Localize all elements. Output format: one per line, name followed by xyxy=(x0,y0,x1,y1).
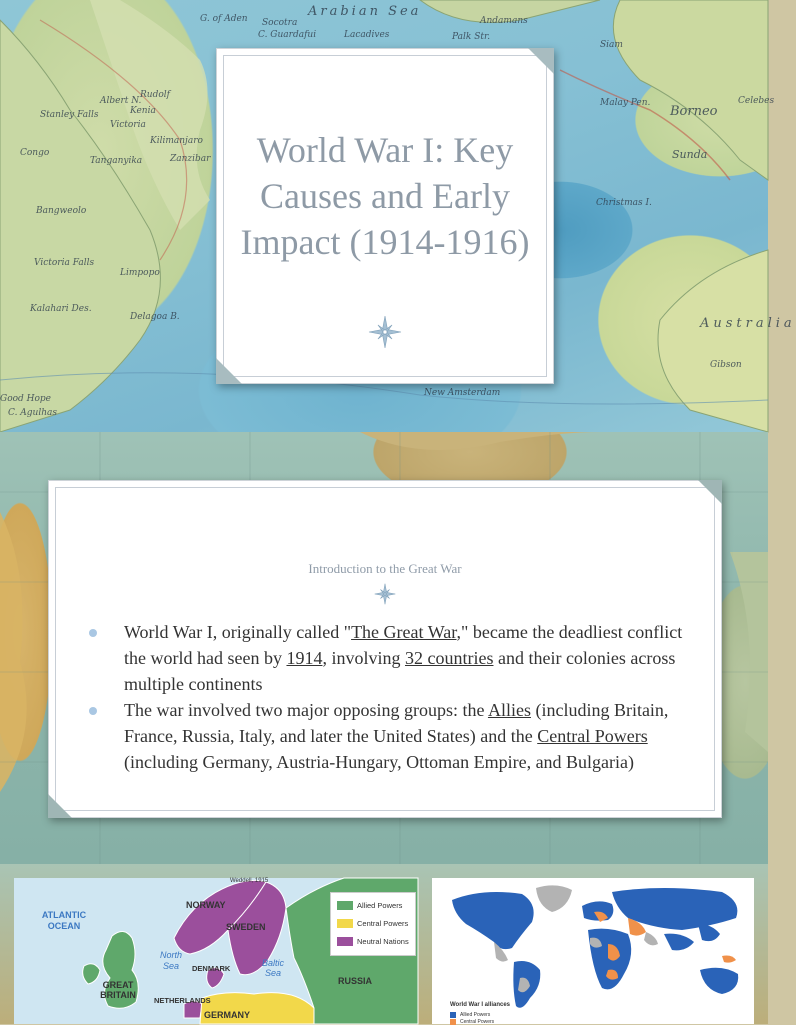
map-label: Borneo xyxy=(670,104,718,119)
map-label: Baltic Sea xyxy=(261,958,284,978)
link-allies[interactable]: Allies xyxy=(487,700,531,720)
slide-title: World War I: Key Causes and Early Impact (1914-1916) xyxy=(240,130,530,262)
map-label: GERMANY xyxy=(204,1010,251,1020)
map-label: DENMARK xyxy=(192,964,231,973)
map-label: G. of Aden xyxy=(200,14,248,24)
legend-label: Allied Powers xyxy=(460,1012,491,1018)
map-label: New Amsterdam xyxy=(424,388,501,398)
compass-star-icon xyxy=(368,315,402,349)
legend-item xyxy=(337,899,402,911)
world-alliance-map xyxy=(432,878,754,1024)
page-curl xyxy=(216,358,242,384)
map-label: Gibson xyxy=(710,360,742,370)
map-label: Limpopo xyxy=(120,268,160,278)
map-label: Malay Pen. xyxy=(600,98,651,108)
map-label: Arabian Sea xyxy=(308,4,422,19)
legend-item xyxy=(450,1012,490,1018)
bullet-dot xyxy=(89,707,97,715)
map-label: Palk Str. xyxy=(452,32,491,42)
bullet-list xyxy=(87,619,687,775)
legend-item xyxy=(450,1019,494,1025)
map-label: Christmas I. xyxy=(596,198,652,208)
map-label: Kalahari Des. xyxy=(30,304,92,314)
bullet-text-part: and their colonies across multiple continents xyxy=(124,648,676,694)
title-card xyxy=(216,48,554,384)
legend-item xyxy=(337,935,409,947)
compass-star-icon xyxy=(374,583,396,605)
page-curl xyxy=(528,48,554,74)
map-label: NETHERLANDS xyxy=(154,996,211,1005)
map-label: Victoria Falls xyxy=(34,258,95,268)
map-label: Weddell, 1915 xyxy=(230,878,269,884)
map-label: SWEDEN xyxy=(226,922,266,932)
map-label: Stanley Falls xyxy=(40,110,99,120)
bullet-text-part: , involving xyxy=(322,648,405,668)
bullet-text-part: (including Germany, Austria-Hungary, Ottoman Empire, and Bulgaria) xyxy=(124,752,635,772)
alliances-slide xyxy=(0,864,768,1024)
legend-swatch xyxy=(337,937,353,946)
bullet-item xyxy=(87,619,687,697)
legend-item xyxy=(337,917,408,929)
map-label: Good Hope xyxy=(0,394,52,404)
page-curl xyxy=(48,794,72,818)
legend-swatch xyxy=(337,919,353,928)
map-label: Celebes xyxy=(738,96,775,106)
map-label: NORWAY xyxy=(186,900,226,910)
link-central-powers[interactable]: Central Powers xyxy=(537,726,648,746)
map-label: ATLANTIC OCEAN xyxy=(41,910,87,931)
link-1914[interactable]: 1914 xyxy=(286,648,323,668)
legend-swatch xyxy=(450,1019,456,1025)
map-label: Delagoa B. xyxy=(130,312,180,322)
legend-label: Central Powers xyxy=(357,918,409,928)
bullet-text-part: World War I, originally called " xyxy=(124,622,352,642)
map-label: Kilimanjaro xyxy=(150,136,203,146)
map-label: North Sea xyxy=(159,950,182,971)
legend-swatch xyxy=(337,901,353,910)
map-label: Australia xyxy=(700,316,796,331)
map-label: C. Agulhas xyxy=(8,408,58,418)
link-the-great-war[interactable]: The Great War xyxy=(351,622,457,642)
page-curl xyxy=(698,480,722,504)
legend-label: Allied Powers xyxy=(357,900,403,910)
map-label: Zanzibar xyxy=(170,154,211,164)
map-label: GREAT BRITAIN xyxy=(100,980,136,1000)
bullet-item xyxy=(87,697,687,775)
map-label: Tanganyika xyxy=(90,156,143,166)
bullet-dot xyxy=(89,629,97,637)
bullet-text-part: (including Britain, France, Russia, Italy, and later the United States) and the xyxy=(124,700,669,746)
map-label: C. Guardafui xyxy=(258,30,317,40)
map-label: Andamans xyxy=(480,16,528,26)
map-label: Siam xyxy=(600,40,623,50)
section-heading: Introduction to the Great War xyxy=(308,561,462,576)
map-label: Kenia xyxy=(130,106,156,116)
map-legend xyxy=(330,892,416,956)
map-label: RUSSIA xyxy=(338,976,373,986)
link-32-countries[interactable]: 32 countries xyxy=(404,648,494,668)
map-label: Congo xyxy=(20,148,50,158)
map-label: Bangweolo xyxy=(36,206,87,216)
bullet-text-part: The war involved two major opposing groups: the xyxy=(124,700,488,720)
map-label: Sunda xyxy=(672,148,708,161)
legend-swatch xyxy=(450,1012,456,1018)
bullet-text-part: ," became the deadliest conflict the world had seen by xyxy=(124,622,683,668)
content-card xyxy=(48,480,722,818)
map-label: Lacadives xyxy=(344,30,390,40)
map-label: Socotra xyxy=(262,18,298,28)
europe-alliance-map xyxy=(14,878,418,1024)
map-label: Rudolf xyxy=(140,90,170,100)
map-title: World War I alliances xyxy=(450,1002,511,1008)
map-label: Albert N. xyxy=(100,96,142,106)
legend-label: Central Powers xyxy=(460,1019,495,1025)
map-label: Victoria xyxy=(110,120,146,130)
intro-slide xyxy=(0,432,768,864)
legend-label: Neutral Nations xyxy=(357,936,409,946)
title-slide xyxy=(0,0,796,432)
